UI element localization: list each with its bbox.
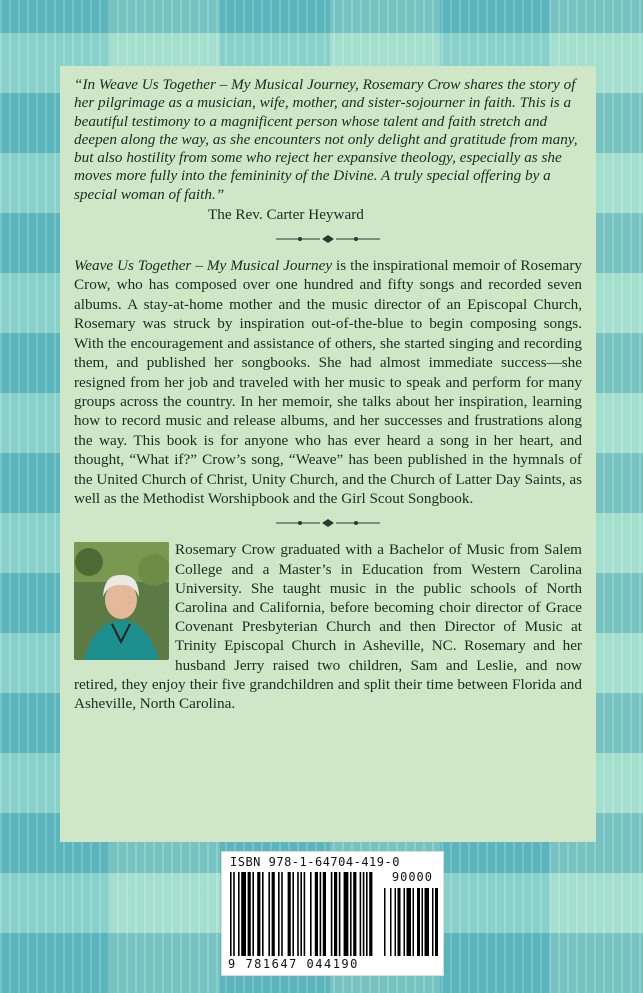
endorsement-quote: “In Weave Us Together – My Musical Journey, Rosemary Crow shares the story of her pilgrimage as a musician, wife, mother, and sister-sojourner in faith. This is a beautiful testimony to a magnificent person whose talent and faith stretch and deepen along the way, as she encounters not only delight and gratitude from many, but also hostility from some who reject her expansive theology, especially as she moves more fully into the femininity of the Divine. A truly special offering by a special woman of faith.” (74, 76, 578, 203)
ornament-icon (276, 234, 380, 244)
book-title: Weave Us Together – My Musical Journey (74, 257, 333, 275)
divider-ornament-2 (74, 518, 582, 528)
barcode-digits: 9 781647 044190 (228, 957, 359, 971)
description-text: is the inspirational memoir of Rosemary Crow, who has composed over one hundred and fifty songs and recorded seven albums. A stay-at-home mother and the music director of an Episcopal Church, Rosemary was struck by inspiration out-of-the-blue to begin composing songs. With the encouragement and assistance of others, she started singing and recording them, and published her songbooks. She had almost immediate success—she resigned from her job and traveled with her music to speak and perform for many groups across the country. In her memoir, she talks about her inspiration, learning how to record music and release albums, and her successes and frustrations along the way. This book is for anyone who has ever heard a song in her heart, and thought, “What if?” Crow’s song, “Weave” has been published in the hymnals of the United Church of Christ, Unity Church, and the Church of Latter Day Saints, as well as the Methodist Worshipbook and the Girl Scout Songbook. (74, 257, 582, 507)
divider-ornament (74, 234, 582, 244)
barcode (221, 851, 444, 976)
price-code: 90000 (391, 870, 433, 884)
isbn-label: ISBN 978-1-64704-419-0 (230, 855, 400, 869)
author-photo (74, 542, 169, 660)
book-description (74, 256, 582, 508)
back-cover-panel (60, 66, 596, 842)
ornament-icon (276, 518, 380, 528)
author-bio: Rosemary Crow graduated with a Bachelor of Music from Salem College and a Master’s in Education from Western Carolina University. She taught music in the public schools of North Carolina and California, before becoming choir director of Grace Covenant Presbyterian Church and then Director of Music at Trinity Episcopal Church in Asheville, NC. Rosemary and her husband Jerry raised two children, Sam and Leslie, and now retired, they enjoy their five grandchildren and split their time between Florida and Asheville, North Carolina. (74, 541, 582, 712)
endorsement-attribution: The Rev. Carter Heyward (208, 206, 364, 224)
